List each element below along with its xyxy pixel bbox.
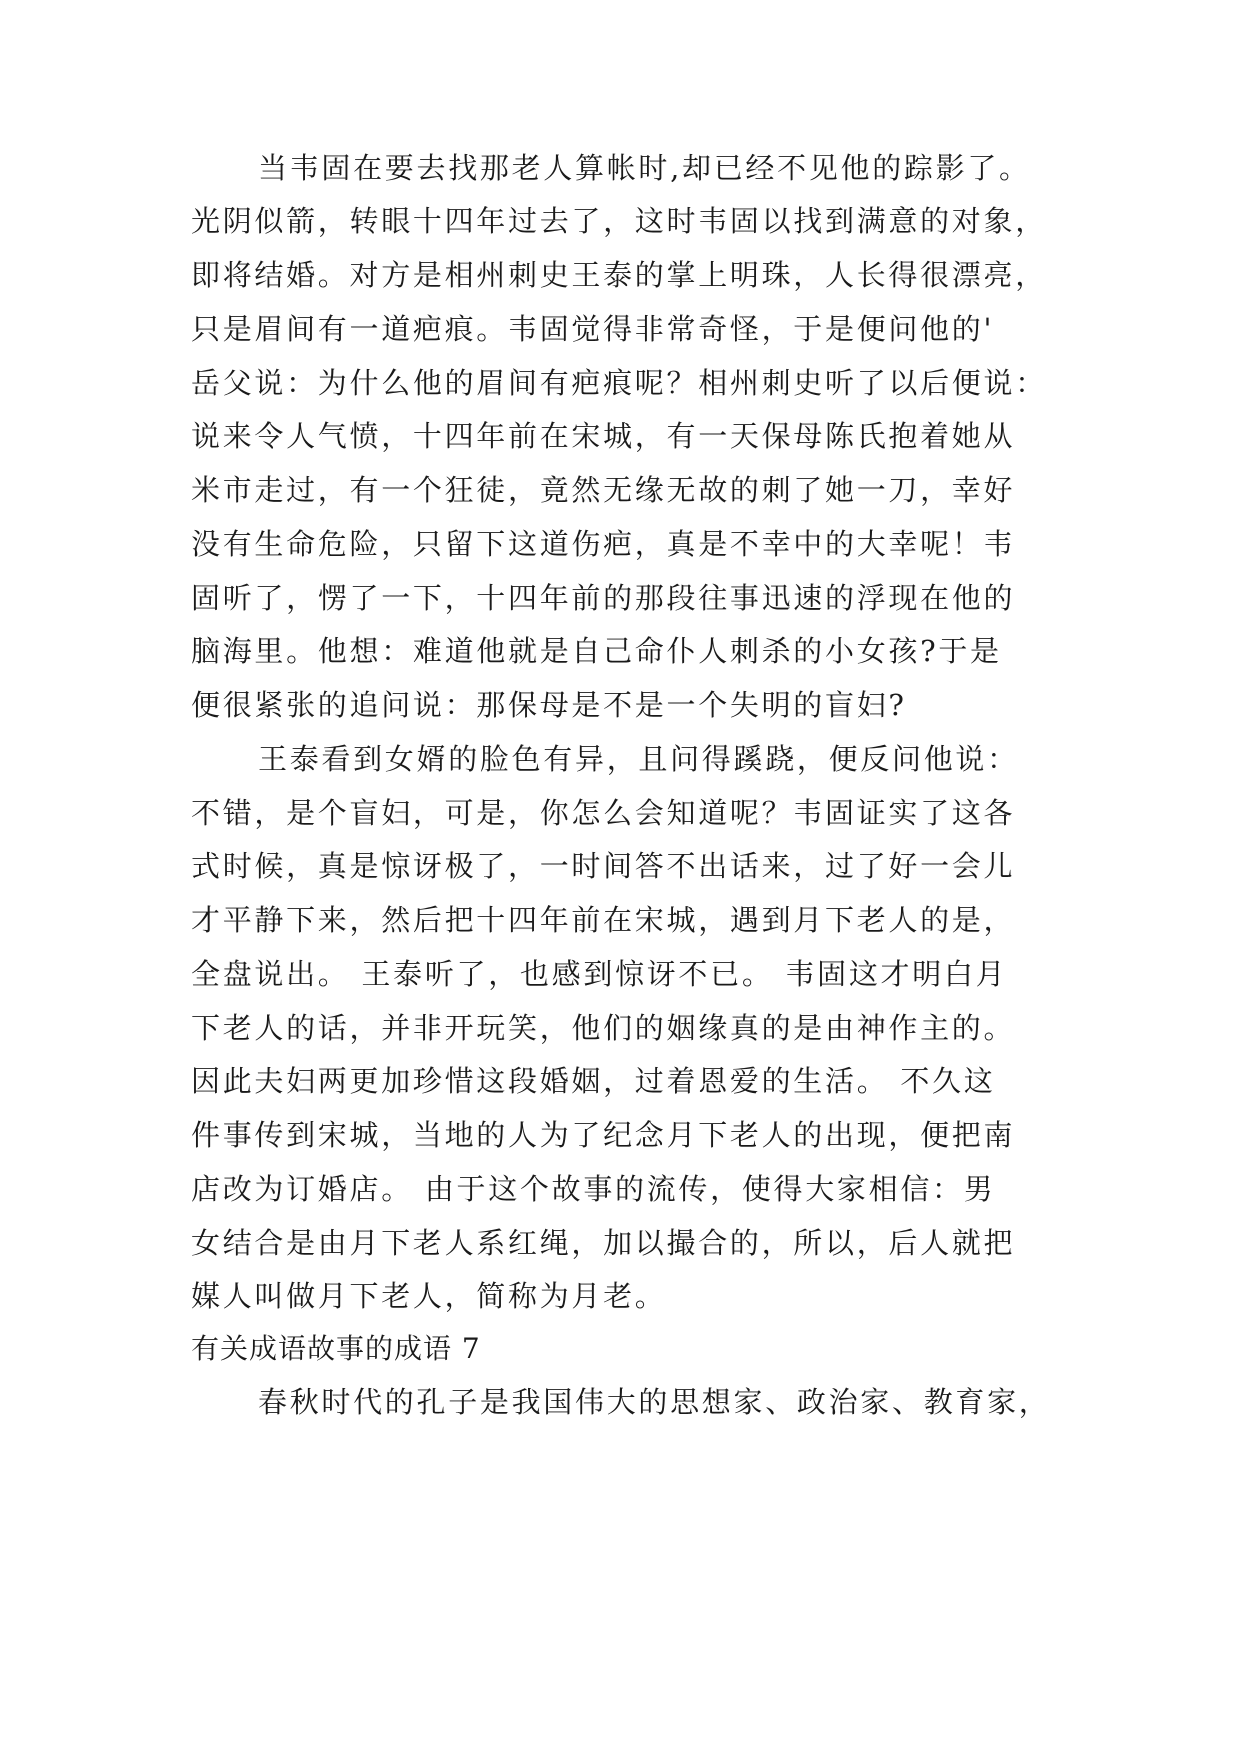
section-heading: 有关成语故事的成语 7 — [191, 1332, 481, 1365]
paragraph-2-line-2: 不错，是个盲妇，可是，你怎么会知道呢？韦固证实了这各 — [191, 796, 1016, 830]
paragraph-2-line-11: 媒人叫做月下老人，简称为月老。 — [191, 1279, 667, 1313]
paragraph-2-line-6: 下老人的话，并非开玩笑，他们的姻缘真的是由神作主的。 — [191, 1011, 1016, 1045]
paragraph-1-line-5: 岳父说：为什么他的眉间有疤痕呢？相州刺史听了以后便说： — [191, 366, 1047, 400]
paragraph-1-line-7: 米市走过，有一个狂徒，竟然无缘无故的刺了她一刀，幸好 — [191, 473, 1016, 507]
paragraph-1-line-11: 便很紧张的追问说：那保母是不是一个失明的盲妇? — [191, 688, 907, 722]
paragraph-2-line-5: 全盘说出。 王泰听了，也感到惊讶不已。 韦固这才明白月 — [191, 957, 1008, 991]
paragraph-1-line-3: 即将结婚。对方是相州刺史王泰的掌上明珠，人长得很漂亮， — [191, 258, 1047, 292]
paragraph-2-line-10: 女结合是由月下老人系红绳，加以撮合的，所以，后人就把 — [191, 1226, 1016, 1260]
paragraph-2-line-1: 王泰看到女婿的脸色有异，且问得蹊跷，便反问他说： — [258, 742, 1019, 776]
paragraph-1-line-1: 当韦固在要去找那老人算帐时,却已经不见他的踪影了。 — [258, 151, 1031, 185]
paragraph-2-line-3: 式时候，真是惊讶极了，一时间答不出话来，过了好一会儿 — [191, 849, 1016, 883]
paragraph-1-line-10: 脑海里。他想：难道他就是自己命仆人刺杀的小女孩?于是 — [191, 634, 1002, 668]
paragraph-2-line-7: 因此夫妇两更加珍惜这段婚姻，过着恩爱的生活。 不久这 — [191, 1064, 996, 1098]
paragraph-2-line-8: 件事传到宋城，当地的人为了纪念月下老人的出现，便把南 — [191, 1118, 1016, 1152]
paragraph-3-line-1: 春秋时代的孔子是我国伟大的思想家、政治家、教育家， — [258, 1385, 1051, 1419]
paragraph-1-line-2: 光阴似箭，转眼十四年过去了，这时韦固以找到满意的对象， — [191, 204, 1047, 238]
paragraph-2-line-9: 店改为订婚店。 由于这个故事的流传，使得大家相信：男 — [191, 1172, 996, 1206]
paragraph-1-line-8: 没有生命危险，只留下这道伤疤，真是不幸中的大幸呢！韦 — [191, 527, 1016, 561]
paragraph-1-line-6: 说来令人气愤，十四年前在宋城，有一天保母陈氏抱着她从 — [191, 419, 1016, 453]
paragraph-1-line-4: 只是眉间有一道疤痕。韦固觉得非常奇怪，于是便问他的' — [191, 312, 995, 346]
paragraph-1-line-9: 固听了，愣了一下，十四年前的那段往事迅速的浮现在他的 — [191, 581, 1016, 615]
paragraph-2-line-4: 才平静下来，然后把十四年前在宋城，遇到月下老人的是， — [191, 903, 1016, 937]
